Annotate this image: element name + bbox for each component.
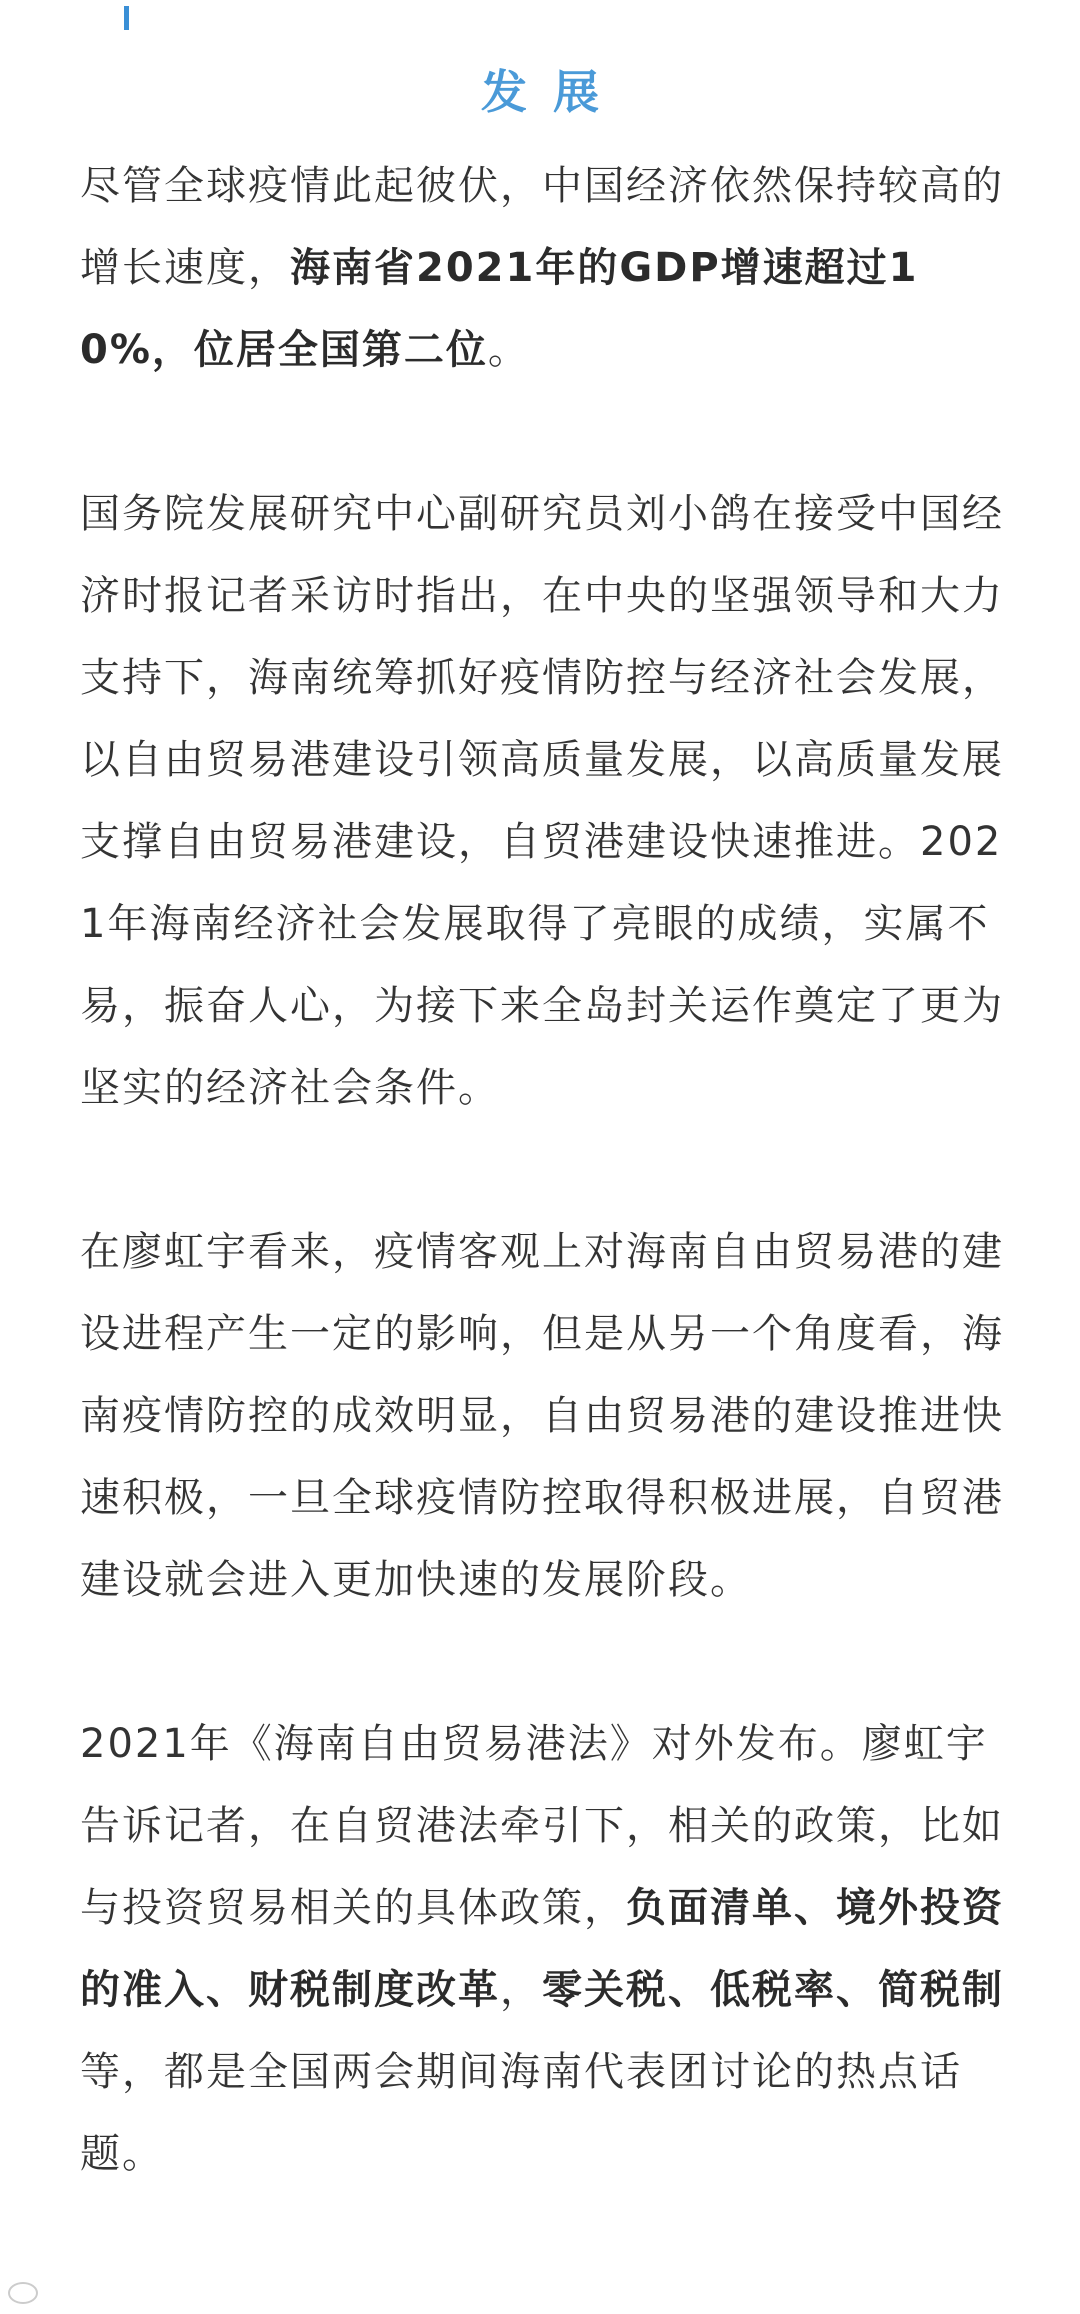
watermark-logo-icon xyxy=(8,2282,38,2304)
section-title: 发展 xyxy=(481,65,625,119)
text-segment: ， xyxy=(500,1967,542,2013)
bold-highlight: 海南省2021年的GDP增速超过10%，位居全国第二位 xyxy=(80,245,919,373)
text-segment: 等，都是全国两会期间海南代表团讨论的热点话题。 xyxy=(80,2049,962,2177)
accent-bar xyxy=(124,6,129,30)
article-body xyxy=(80,145,1020,2195)
paragraph xyxy=(80,473,1020,1129)
text-segment: 国务院发展研究中心副研究员刘小鸽在接受中国经济时报记者采访时指出，在中央的坚强领导和大力支持下，海南统筹抓好疫情防控与经济社会发展，以自由贸易港建设引领高质量发展，以高质量发展支撑自由贸易港建设，自贸港建设快速推进。2021年海南经济社会发展取得了亮眼的成绩，实属不易，振奋人心，为接下来全岛封关运作奠定了更为坚实的经济社会条件。 xyxy=(80,491,1004,1111)
text-segment: 尽管全球疫情此起彼伏，中国经济依然保持较高的增长速度， xyxy=(80,163,1004,291)
text-segment: 。 xyxy=(487,327,530,373)
bold-highlight: 负面清单、境外投资的准入、财税制度改革 xyxy=(80,1885,1004,2013)
paragraph xyxy=(80,1703,1020,2195)
watermark xyxy=(8,2282,38,2304)
bold-highlight: 零关税、低税率、简税制 xyxy=(542,1967,1004,2013)
text-segment: 2021年《海南自由贸易港法》对外发布。廖虹宇告诉记者，在自贸港法牵引下，相关的政策，比如与投资贸易相关的具体政策， xyxy=(80,1721,1004,1931)
text-segment: 在廖虹宇看来，疫情客观上对海南自由贸易港的建设进程产生一定的影响，但是从另一个角度看，海南疫情防控的成效明显，自由贸易港的建设推进快速积极，一旦全球疫情防控取得积极进展，自贸港建设就会进入更加快速的发展阶段。 xyxy=(80,1229,1004,1603)
paragraph xyxy=(80,145,1020,391)
paragraph xyxy=(80,1211,1020,1621)
